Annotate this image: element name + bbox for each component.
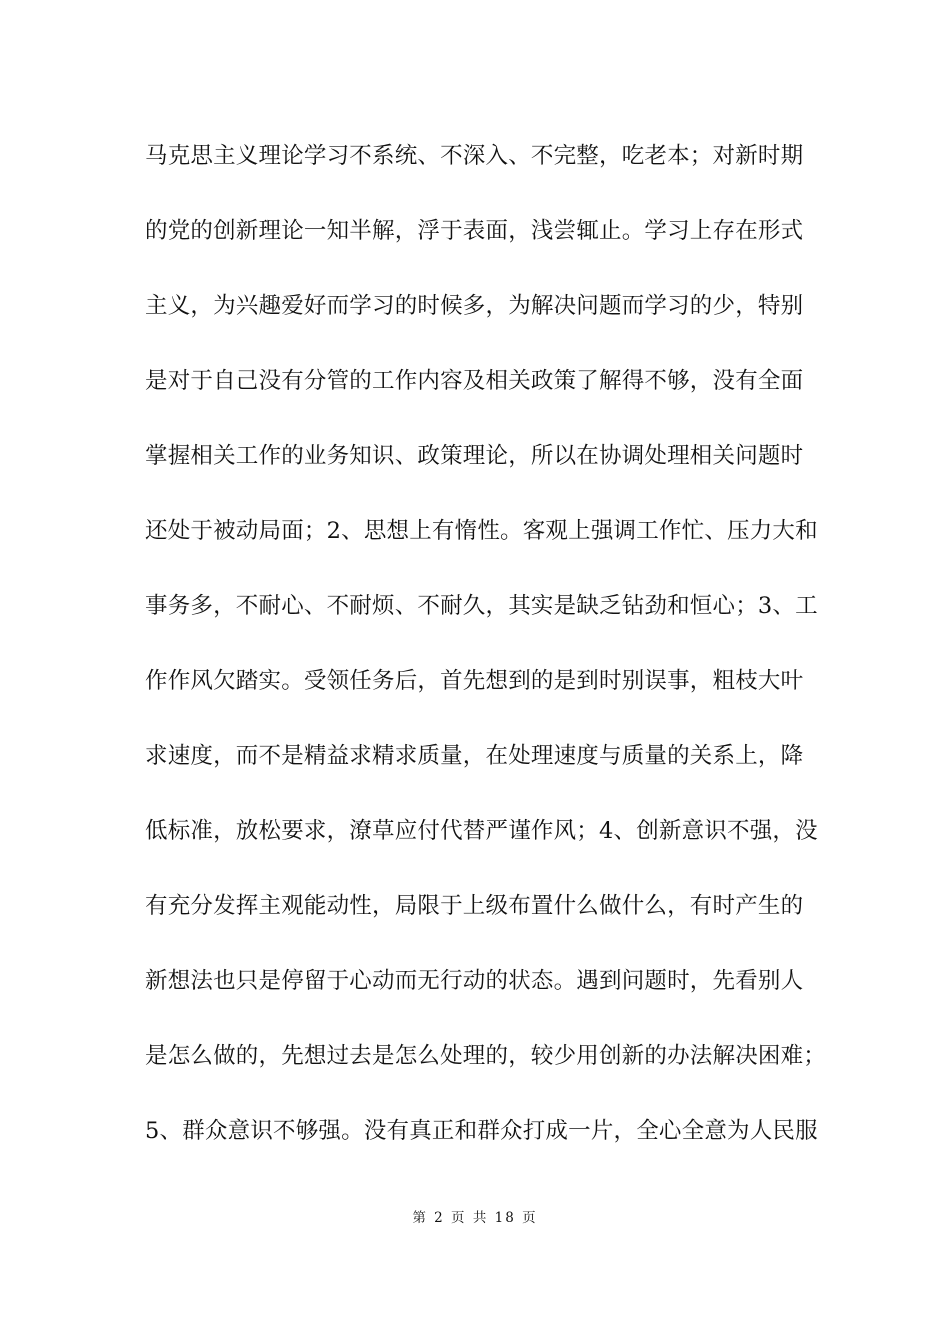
text-line: 作作风欠踏实。受领任务后，首先想到的是到时别误事，粗枝大叶 <box>145 668 804 694</box>
text-line: 事务多，不耐心、不耐烦、不耐久，其实是缺乏钻劲和恒心；3、工 <box>145 593 818 619</box>
text-line: 主义，为兴趣爱好而学习的时候多，为解决问题而学习的少，特别 <box>145 293 804 319</box>
body-text <box>145 132 825 1182</box>
text-line: 是怎么做的，先想过去是怎么处理的，较少用创新的办法解决困难； <box>145 1043 827 1069</box>
text-line: 还处于被动局面；2、思想上有惰性。客观上强调工作忙、压力大和 <box>145 518 818 544</box>
text-line: 有充分发挥主观能动性，局限于上级布置什么做什么，有时产生的 <box>145 893 804 919</box>
text-line: 马克思主义理论学习不系统、不深入、不完整，吃老本；对新时期 <box>145 143 804 169</box>
text-line: 5、群众意识不够强。没有真正和群众打成一片，全心全意为人民服 <box>145 1118 818 1144</box>
text-line: 的党的创新理论一知半解，浮于表面，浅尝辄止。学习上存在形式 <box>145 218 804 244</box>
text-line: 求速度，而不是精益求精求质量，在处理速度与质量的关系上，降 <box>145 743 804 769</box>
text-line: 低标准，放松要求，潦草应付代替严谨作风；4、创新意识不强，没 <box>145 818 818 844</box>
text-line: 掌握相关工作的业务知识、政策理论，所以在协调处理相关问题时 <box>145 443 804 469</box>
text-line: 是对于自己没有分管的工作内容及相关政策了解得不够，没有全面 <box>145 368 804 394</box>
page-number-footer: 第 2 页 共 18 页 <box>412 1210 538 1226</box>
text-line: 新想法也只是停留于心动而无行动的状态。遇到问题时，先看别人 <box>145 968 804 994</box>
